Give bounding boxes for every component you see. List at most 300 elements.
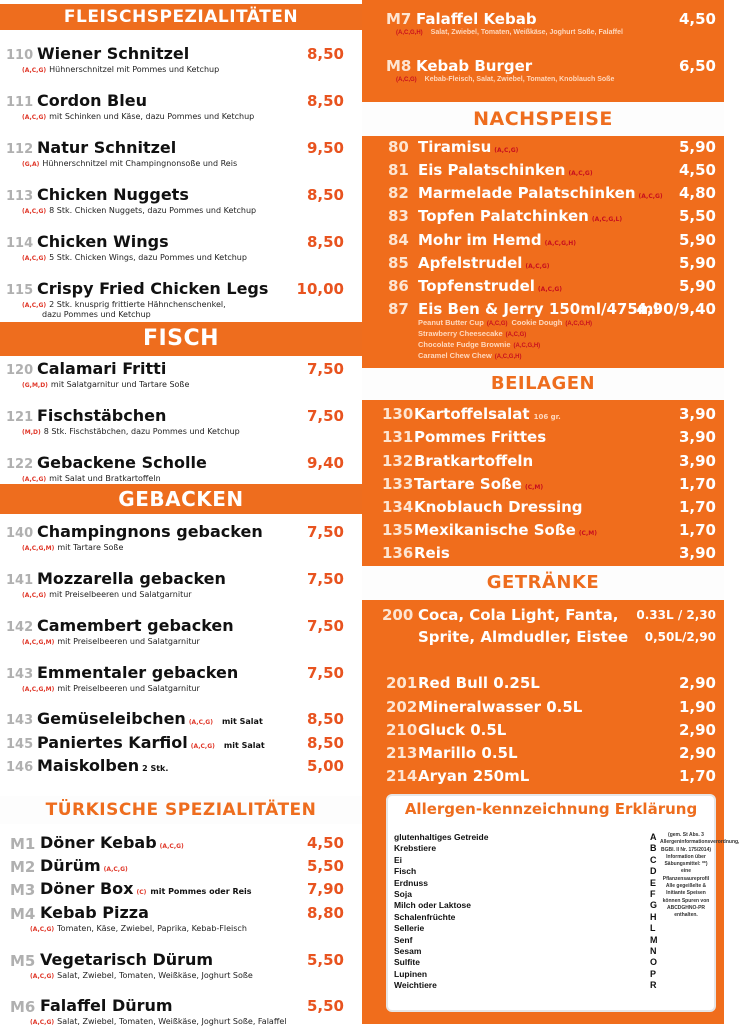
item-name: Natur Schnitzel <box>37 138 177 157</box>
item-number: 136 <box>382 544 414 562</box>
item-number: 115 <box>6 283 34 298</box>
item-number: 84 <box>388 231 409 249</box>
item-number: 111 <box>6 95 34 110</box>
item-description <box>396 76 614 83</box>
menu-item <box>0 756 362 780</box>
description-text: mit Preiselbeeren und Salatgarnitur <box>57 684 200 693</box>
item-price: 1,70 <box>678 767 716 785</box>
item-description <box>396 29 623 36</box>
item-price: 5,50 <box>306 857 344 875</box>
item-price: 7,50 <box>306 664 344 682</box>
item-price: 5,90 <box>678 277 716 295</box>
allergen-code: (A,C,G) <box>22 208 47 215</box>
allergen-code: (A,C,G,H) <box>513 343 541 349</box>
description-text: Kebab-Fleisch, Salat, Zwiebel, Tomaten, Knoblauch Soße <box>424 76 615 83</box>
item-number: 133 <box>382 475 414 493</box>
allergen-item: Milch oder Laktose <box>394 900 471 911</box>
item-name-line <box>414 405 561 423</box>
item-name-line <box>37 733 265 752</box>
item-number: M8 <box>386 57 412 75</box>
item-name-line <box>414 544 450 562</box>
item-price: 2,90 <box>678 744 716 762</box>
item-description <box>22 427 240 436</box>
item-description <box>22 684 200 693</box>
item-number: M6 <box>10 998 36 1016</box>
item-name: Cordon Bleu <box>37 91 147 110</box>
item-name-line <box>418 277 562 295</box>
allergen-code: (A,C,G) <box>22 476 47 483</box>
allergen-code: (A,C,G,M) <box>22 639 55 646</box>
allergen-code: (A,C,G) <box>486 321 508 327</box>
allergen-letter: O <box>650 957 658 968</box>
allergen-letter: D <box>650 866 657 877</box>
item-number: 201 <box>386 674 418 692</box>
item-name: Gebackene Scholle <box>37 453 207 472</box>
item-name-line <box>40 856 128 875</box>
item-price: 8,50 <box>306 233 344 251</box>
menu-item <box>0 185 362 229</box>
item-description <box>30 971 253 980</box>
item-description <box>22 380 189 389</box>
allergen-code: (A,C,G) <box>494 147 519 154</box>
flavour-item <box>418 351 521 360</box>
item-name: Gluck 0.5L <box>418 721 507 739</box>
item-number: 210 <box>386 721 418 739</box>
allergen-item: Fisch <box>394 866 417 877</box>
menu-item <box>362 428 724 450</box>
allergen-code: (A,C,G) <box>525 263 550 270</box>
item-number: 83 <box>388 207 409 225</box>
allergen-letter: P <box>650 968 657 979</box>
menu-item <box>0 856 362 878</box>
item-price: 4,80 <box>678 184 716 202</box>
item-number: 87 <box>388 300 409 318</box>
item-name: Reis <box>414 544 450 562</box>
item-name: Mineralwasser 0.5L <box>418 698 583 716</box>
item-name: Vegetarisch Dürum <box>40 950 214 969</box>
item-name: Knoblauch Dressing <box>414 498 583 516</box>
item-number: 143 <box>6 713 34 728</box>
description-text: mit Schinken und Käse, dazu Pommes und Ketchup <box>49 112 255 121</box>
menu-item <box>362 744 724 766</box>
item-price: 8,50 <box>306 710 344 728</box>
item-name: Paniertes Karfiol <box>37 733 188 752</box>
menu-item <box>362 405 724 427</box>
item-description <box>22 206 256 215</box>
item-number: M3 <box>10 881 36 899</box>
flavour-name-2: Cookie Dough <box>511 318 563 327</box>
item-price: 7,50 <box>306 523 344 541</box>
allergen-note: (gem. St Abs. 3 Allergeninformationsverordnung, BGBl. II Nr. 175/2014) Information über Säbungsmittel: **) eine Pflanzensaureprofil Alle gegeißelte & Initiante Speisen können Spuren von ABCDGHNO-PR enthalten. <box>660 832 739 919</box>
item-description <box>30 924 247 933</box>
menu-item <box>362 544 724 566</box>
item-price: 2,90 <box>678 674 716 692</box>
item-name: Falaffel Kebab <box>416 10 537 28</box>
allergen-item: Senf <box>394 934 413 945</box>
allergen-item: Erdnuss <box>394 877 429 888</box>
item-price: 9,50 <box>306 139 344 157</box>
menu-item <box>0 91 362 135</box>
item-name-line <box>418 231 576 249</box>
item-price: 5,50 <box>306 997 344 1015</box>
allergen-code: (A,C,G,M) <box>22 545 55 552</box>
item-price: 3,90 <box>678 428 716 446</box>
item-name: Fischstäbchen <box>37 406 167 425</box>
item-description-2: dazu Pommes und Ketchup <box>42 310 151 319</box>
description-text: 8 Stk. Fischstäbchen, dazu Pommes und Ketchup <box>43 427 240 436</box>
menu-item <box>0 709 362 733</box>
item-name: Tiramisu <box>418 138 492 156</box>
allergen-item: Soja <box>394 889 412 900</box>
menu-item <box>362 184 724 206</box>
allergen-item: Weichtiere <box>394 980 437 991</box>
item-name-line <box>418 138 518 156</box>
item-name-line <box>37 756 168 775</box>
menu-item <box>362 674 724 696</box>
menu-item <box>0 663 362 707</box>
item-price: 7,50 <box>306 360 344 378</box>
menu-item <box>362 698 724 720</box>
flavour-name: Chocolate Fudge Brownie <box>418 340 511 349</box>
allergen-item: Lupinen <box>394 968 428 979</box>
menu-item <box>362 231 724 253</box>
item-price: 4,50 <box>306 834 344 852</box>
item-price: 5,00 <box>306 757 344 775</box>
item-name: Bratkartoffeln <box>414 452 534 470</box>
description-text: mit Tartare Soße <box>57 543 124 552</box>
item-price: 7,50 <box>306 617 344 635</box>
item-price: 8,80 <box>306 904 344 922</box>
item-name: Emmentaler gebacken <box>37 663 239 682</box>
section-nachspeise-title: NACHSPEISE <box>362 102 724 136</box>
item-name: Calamari Fritti <box>37 359 167 378</box>
item-price: 5,50 <box>306 951 344 969</box>
item-name: Gemüseleibchen <box>37 709 186 728</box>
item-description <box>22 474 161 483</box>
flavour-item <box>418 329 526 338</box>
item-number: 81 <box>388 161 409 179</box>
item-price: 9,40 <box>306 454 344 472</box>
item-name-line <box>418 207 622 225</box>
item-name: Apfelstrudel <box>418 254 523 272</box>
item-name-line <box>418 698 582 716</box>
item-name: Eis Palatschinken <box>418 161 566 179</box>
flavour-item <box>418 318 592 327</box>
allergen-code: (G,M,D) <box>22 382 48 389</box>
allergen-code: (A,C,G) <box>22 592 47 599</box>
allergen-code: (A,C,G) <box>30 926 55 933</box>
item-name: Camembert gebacken <box>37 616 234 635</box>
item-name-line <box>418 674 540 692</box>
allergen-code: (A,C,G) <box>22 114 47 121</box>
allergen-code: (A,C,G) <box>103 866 128 873</box>
item-description <box>22 112 254 121</box>
allergen-item: Sesam <box>394 946 422 957</box>
menu-item <box>362 475 724 497</box>
flavour-item <box>418 340 540 349</box>
item-number: 134 <box>382 498 414 516</box>
item-number: 86 <box>388 277 409 295</box>
section-fisch-title: FISCH <box>0 322 362 356</box>
description-text: 5 Stk. Chicken Wings, dazu Pommes und Ketchup <box>49 253 247 262</box>
item-name: Mohr im Hemd <box>418 231 542 249</box>
menu-item <box>0 996 362 1032</box>
allergen-item: Sulfite <box>394 957 420 968</box>
item-price: 4,50 <box>678 10 716 28</box>
item-name: Döner Kebab <box>40 833 157 852</box>
item-name: Marmelade Palatschinken <box>418 184 636 202</box>
item-name-line <box>414 475 543 493</box>
item-number: 131 <box>382 428 414 446</box>
description-text: 2 Stk. knusprig frittierte Hähnchenschenkel, <box>49 300 226 309</box>
item-number: M7 <box>386 10 412 28</box>
allergen-letters <box>650 832 658 992</box>
allergen-code: (A,C,G) <box>159 843 184 850</box>
item-name: Kebab Burger <box>416 57 533 75</box>
item-name: Topfenstrudel <box>418 277 535 295</box>
item-price: 5,50 <box>678 207 716 225</box>
flavour-name: Peanut Butter Cup <box>418 318 484 327</box>
menu-item <box>362 498 724 520</box>
menu-item <box>0 232 362 276</box>
item-price: 5,90 <box>678 231 716 249</box>
section-tuerk-title: TÜRKISCHE SPEZIALITÄTEN <box>0 796 362 824</box>
item-number: 132 <box>382 452 414 470</box>
item-name-line <box>40 833 184 852</box>
item-price: 3,90 <box>678 405 716 423</box>
item-number: M4 <box>10 905 36 923</box>
item-number: 130 <box>382 405 414 423</box>
item-number: M1 <box>10 835 36 853</box>
item-price: 7,90 <box>306 880 344 898</box>
allergen-letter: A <box>650 832 657 842</box>
item-name-line <box>418 300 659 318</box>
item-description <box>22 159 237 168</box>
item-price: 1,70 <box>678 498 716 516</box>
item-name-line <box>414 452 533 470</box>
menu-item <box>0 879 362 901</box>
item-number: 142 <box>6 620 34 635</box>
menu-item <box>0 616 362 660</box>
item-name-line <box>418 721 506 739</box>
section-gebacken-title: GEBACKEN <box>0 484 362 514</box>
item-name: Mexikanische Soße <box>414 521 576 539</box>
allergen-code: (A,C,G) <box>22 67 47 74</box>
allergen-letter: C <box>650 854 657 865</box>
item-name-line <box>40 879 252 898</box>
allergen-item: Sellerie <box>394 923 425 934</box>
allergen-letter: M <box>650 934 658 945</box>
item-name: Marillo 0.5L <box>418 744 518 762</box>
item-number: 202 <box>386 698 418 716</box>
item-name-line <box>418 254 550 272</box>
item-name: Champingnons gebacken <box>37 522 263 541</box>
item-price: 4,90/9,40 <box>636 300 716 318</box>
allergen-item: Ei <box>394 854 403 865</box>
item-name-line <box>37 709 263 728</box>
menu-item <box>362 767 724 789</box>
item-number: 145 <box>6 737 34 752</box>
item-price: 1,70 <box>678 475 716 493</box>
description-text: mit Salatgarnitur und Tartare Soße <box>50 380 190 389</box>
menu-item <box>362 207 724 229</box>
allergen-list <box>394 832 634 992</box>
flavour-name: Caramel Chew Chew <box>418 351 492 360</box>
allergen-letter: N <box>650 946 657 957</box>
item-price: 7,50 <box>306 407 344 425</box>
description-text: Salat, Zwiebel, Tomaten, Weißkäse, Joghurt Soße, Falaffel <box>430 29 623 36</box>
item-number: 200 <box>382 606 414 624</box>
menu-item <box>362 57 724 93</box>
allergen-letter: B <box>650 843 657 854</box>
allergen-letter: G <box>650 900 658 911</box>
allergen-code: (A,C,G,M) <box>22 686 55 693</box>
item-number: 110 <box>6 48 34 63</box>
allergen-code: (A,C,G) <box>22 255 47 262</box>
allergen-code: (A,C,G,H) <box>494 354 522 360</box>
item-price: 5,90 <box>678 138 716 156</box>
description-text: mit Pommes oder Reis <box>150 887 252 896</box>
drinks-soft <box>362 606 724 646</box>
allergen-item: Schalenfrüchte <box>394 911 456 922</box>
menu-item <box>362 254 724 276</box>
item-price: 0.33L / 2,30 <box>636 608 716 622</box>
allergen-code: (A,C,G) <box>30 973 55 980</box>
item-price: 2,90 <box>678 721 716 739</box>
item-price: 1,90 <box>678 698 716 716</box>
allergen-code: (C) <box>136 889 147 896</box>
item-number: M5 <box>10 952 36 970</box>
item-name: Mozzarella gebacken <box>37 569 226 588</box>
item-price: 1,70 <box>678 521 716 539</box>
item-name: Wiener Schnitzel <box>37 44 190 63</box>
item-name: Chicken Wings <box>37 232 169 251</box>
item-number: 112 <box>6 142 34 157</box>
item-name-2: Sprite, Almdudler, Eistee <box>418 628 629 646</box>
item-name: Crispy Fried Chicken Legs <box>37 279 269 298</box>
allergen-box <box>386 794 739 1012</box>
item-number: 141 <box>6 573 34 588</box>
allergen-code: (A,C,G) <box>568 170 593 177</box>
description-text: mit Preiselbeeren und Salatgarnitur <box>57 637 200 646</box>
item-price: 10,00 <box>296 280 344 298</box>
item-name-line <box>418 161 593 179</box>
item-name-line <box>418 184 663 202</box>
item-price: 8,50 <box>306 186 344 204</box>
description-text: Hühnerschnitzel mit Pommes und Ketchup <box>49 65 220 74</box>
menu-item <box>0 44 362 88</box>
description-text: mit Salat und Bratkartoffeln <box>49 474 161 483</box>
item-name: Kebab Pizza <box>40 903 149 922</box>
item-price: 3,90 <box>678 452 716 470</box>
item-name-line <box>414 498 583 516</box>
description-text: Hühnerschnitzel mit Champingnonsoße und Reis <box>42 159 238 168</box>
item-description <box>22 65 219 74</box>
flavour-name: Strawberry Cheesecake <box>418 329 503 338</box>
allergen-title: Allergen-kennzeichnung Erklärung <box>404 800 698 818</box>
item-number: 121 <box>6 410 34 425</box>
item-name: Topfen Palatchinken <box>418 207 589 225</box>
item-price: 5,90 <box>678 254 716 272</box>
allergen-letter: F <box>650 889 656 900</box>
item-price: 8,50 <box>306 45 344 63</box>
item-name: Aryan 250mL <box>418 767 530 785</box>
item-number: 113 <box>6 189 34 204</box>
allergen-code: (A,C,G) <box>396 77 417 83</box>
menu-item <box>362 10 724 46</box>
allergen-item: Krebstiere <box>394 843 437 854</box>
item-description <box>22 253 247 262</box>
menu-item <box>0 950 362 986</box>
allergen-item: glutenhaltiges Getreide <box>394 832 489 842</box>
allergen-code: (C,M) <box>524 484 544 491</box>
item-name: Falaffel Dürum <box>40 996 173 1015</box>
item-name: Red Bull 0.25L <box>418 674 540 692</box>
allergen-code: (C,M) <box>578 530 597 537</box>
menu-item <box>362 452 724 474</box>
item-price-2: 0,50L/2,90 <box>644 630 716 644</box>
section-beilagen-title: BEILAGEN <box>362 368 724 400</box>
allergen-code-2: (A,C,G,H) <box>565 321 593 327</box>
allergen-letter: E <box>650 877 657 888</box>
allergen-code: (A,C,G,L) <box>591 216 623 223</box>
allergen-code: (M,D) <box>22 429 41 436</box>
item-description <box>30 1017 286 1026</box>
allergen-code: (A,C,G) <box>505 332 527 338</box>
item-name-line <box>414 521 597 539</box>
item-name: Chicken Nuggets <box>37 185 189 204</box>
allergen-letter: H <box>650 911 657 922</box>
description-text: mit Salat <box>221 717 263 726</box>
item-name-line <box>418 767 529 785</box>
item-name: Tartare Soße <box>414 475 522 493</box>
item-number: 122 <box>6 457 34 472</box>
item-number: 214 <box>386 767 418 785</box>
item-price: 3,90 <box>678 544 716 562</box>
item-number: 146 <box>6 760 34 775</box>
menu-item <box>0 138 362 182</box>
allergen-code: (A,C,G,H) <box>544 240 577 247</box>
item-name: Coca, Cola Light, Fanta, <box>418 606 619 624</box>
menu-item <box>362 161 724 183</box>
menu-item <box>362 721 724 743</box>
item-number: 120 <box>6 363 34 378</box>
description-text: 8 Stk. Chicken Nuggets, dazu Pommes und Ketchup <box>49 206 257 215</box>
item-number: 213 <box>386 744 418 762</box>
item-number: 85 <box>388 254 409 272</box>
menu-item <box>0 359 362 403</box>
allergen-code: (A,C,G,H) <box>396 30 423 36</box>
item-name-line <box>414 428 546 446</box>
item-number: 80 <box>388 138 409 156</box>
allergen-code: (A,C,G) <box>638 193 663 200</box>
menu-item <box>0 733 362 757</box>
item-name: Maiskolben <box>37 756 140 775</box>
item-name: Döner Box <box>40 879 134 898</box>
item-price: 6,50 <box>678 57 716 75</box>
allergen-letter: R <box>650 980 657 991</box>
allergen-code: (A,C,G) <box>537 286 563 293</box>
menu-item <box>0 569 362 613</box>
item-name: Eis Ben & Jerry 150ml/475ml <box>418 300 659 318</box>
item-number: 114 <box>6 236 34 251</box>
menu-item <box>362 521 724 543</box>
menu-item <box>362 138 724 160</box>
description-text: Salat, Zwiebel, Tomaten, Weißkäse, Joghurt Soße, Falaffel <box>57 1017 287 1026</box>
section-getraenke-title: GETRÄNKE <box>362 566 724 600</box>
item-size: 106 gr. <box>533 413 561 421</box>
item-name: Pommes Frittes <box>414 428 547 446</box>
